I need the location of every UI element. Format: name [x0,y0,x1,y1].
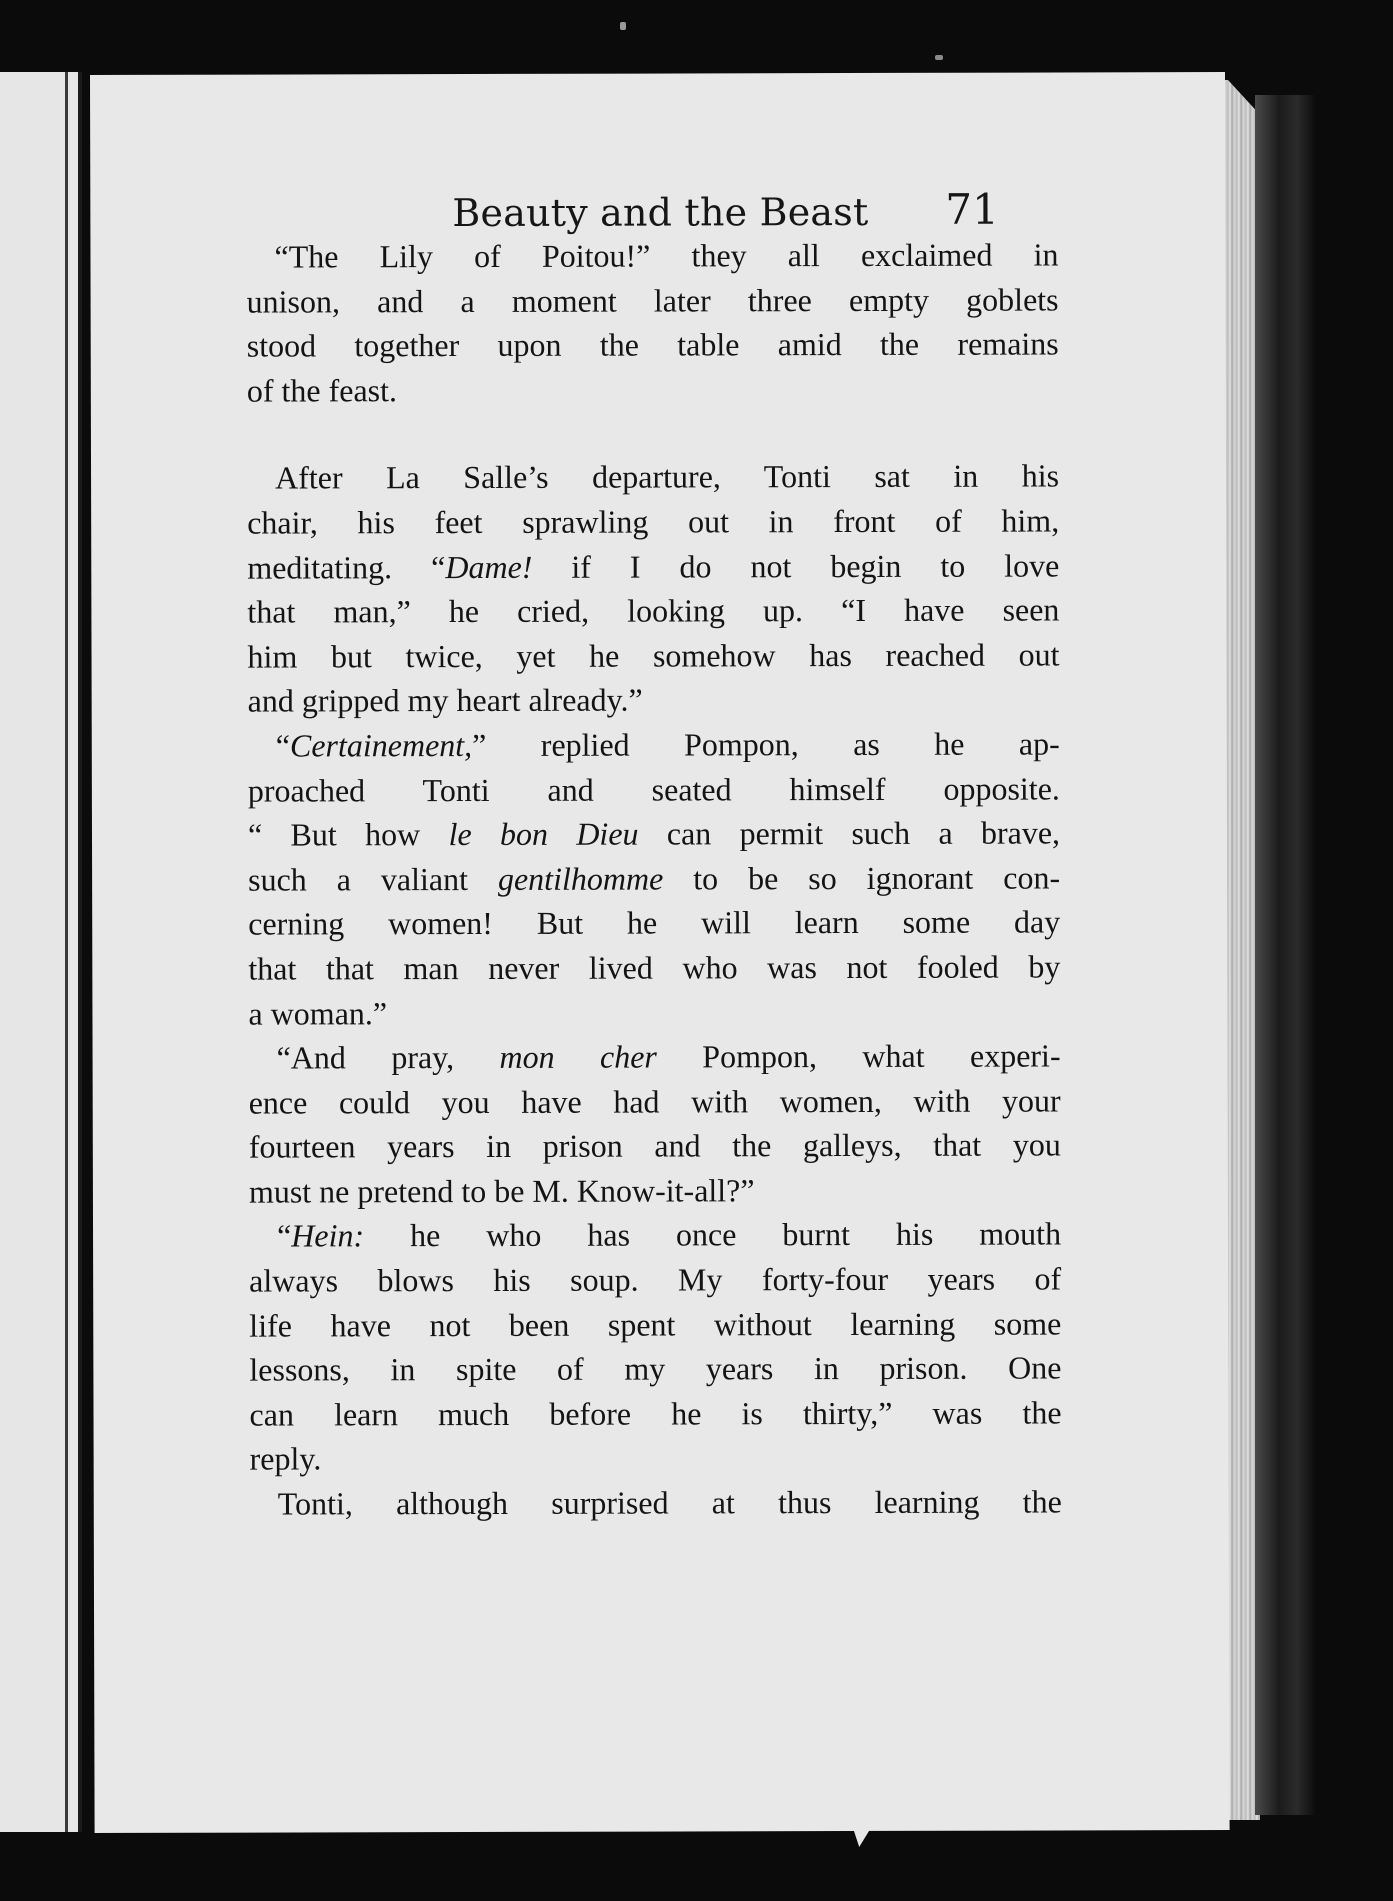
text-line [249,1212,1061,1259]
text-line [247,632,1059,679]
page-number: 71 [945,184,999,234]
book-cover-edge [1255,95,1315,1815]
running-head: Beauty and the Beast [452,189,869,236]
text-run: such a valiant [248,860,498,898]
text-run: can permit such a brave, [638,814,1061,852]
text-run: and gripped my heart already.” [247,681,643,719]
paragraph-gap [247,411,1059,456]
text-run: meditating. “ [247,548,446,586]
text-run: “The Lily of Poitou!” they all exclaimed in [274,236,1059,275]
text-line [247,588,1059,635]
text-run: a woman.” [248,994,388,1032]
italic-text: mon cher [499,1038,657,1076]
text-line [249,1257,1061,1304]
text-run: “ But how [247,816,449,853]
text-line [249,1034,1061,1081]
text-line [248,677,1060,724]
text-run: of the feast. [246,371,398,409]
text-run: stood together upon the table amid the remains [246,325,1059,364]
text-run: can learn much before he is thirty,” was the [249,1394,1062,1433]
text-run: “ [276,1217,292,1254]
text-line [250,1435,1062,1482]
text-run: life have not been spent without learning some [249,1305,1062,1344]
text-line [248,900,1060,947]
text-run: he who has once burnt his mouth [364,1215,1062,1254]
text-run: reply. [249,1440,322,1478]
scan-speck [620,22,626,30]
text-line [248,766,1060,813]
italic-text: Hein: [291,1217,365,1254]
text-run: to be so ignorant con- [663,859,1061,897]
text-line [248,989,1060,1036]
text-run: Pompon, what experi- [656,1037,1061,1075]
text-run: that that man never lived who was not fooled by [248,948,1061,987]
text-line [247,277,1059,324]
text-run: proached Tonti and seated himself opposite. [247,769,1060,809]
text-line [248,944,1060,991]
text-run: chair, his feet sprawling out in front of him, [247,502,1060,541]
text-run: that man,” he cried, looking up. “I have seen [247,591,1060,630]
text-run: “And pray, [276,1039,500,1076]
text-line [247,543,1059,590]
text-line [249,1390,1061,1437]
text-line [248,721,1060,768]
text-line [249,1078,1061,1125]
text-line [247,454,1059,501]
text-line [249,1346,1061,1393]
previous-page-edge [0,72,82,1832]
text-line [247,322,1059,369]
text-line [249,1123,1061,1170]
text-line [248,811,1060,858]
italic-text: le bon Dieu [448,815,639,853]
italic-text: Certainement, [289,726,473,764]
text-line [246,232,1058,279]
text-run: Tonti, although surprised at thus learning the [277,1483,1062,1522]
italic-text: Dame! [445,548,533,585]
text-line [249,1167,1061,1214]
text-run: must ne pretend to be M. Know-it-all?” [248,1172,755,1210]
text-run: ence could you have had with women, with your [248,1082,1061,1121]
text-run: if I do not begin to love [532,547,1060,585]
text-run: fourteen years in prison and the galleys, that you [248,1126,1061,1165]
book-page [90,72,1230,1833]
text-run: him but twice, yet he somehow has reached out [247,636,1060,675]
text-run: always blows his soup. My forty-four years of [249,1260,1062,1299]
text-run: lessons, in spite of my years in prison. One [249,1349,1062,1388]
scan-speck [935,55,943,60]
text-line [247,366,1059,413]
text-run: cerning women! But he will learn some day [248,903,1061,942]
body-text [246,232,1061,1526]
italic-text: gentilhomme [497,860,664,897]
text-line [248,855,1060,902]
text-run: ” replied Pompon, as he ap- [472,725,1060,763]
text-run: unison, and a moment later three empty goblets [246,281,1059,320]
text-line [250,1479,1062,1526]
text-line [247,498,1059,545]
text-line [249,1301,1061,1348]
text-run: “ [275,727,291,764]
text-run: After La Salle’s departure, Tonti sat in his [275,457,1060,496]
